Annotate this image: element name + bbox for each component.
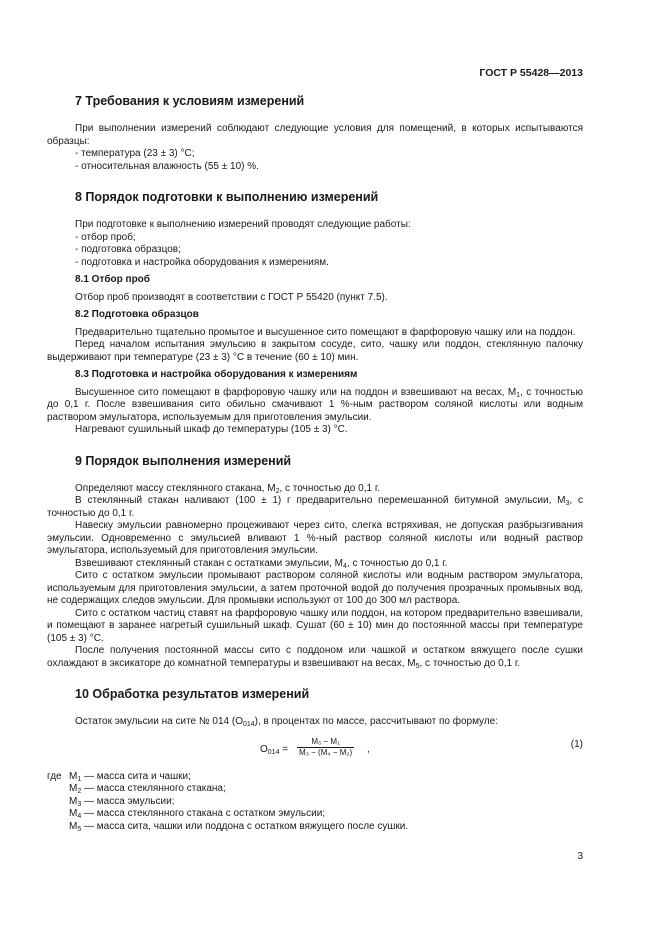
subscript: 3 xyxy=(77,800,82,808)
document-code-header: ГОСТ Р 55428—2013 xyxy=(479,67,583,79)
definition-symbol: М xyxy=(69,808,78,819)
section-9-text-6: Сито с остатком частиц ставят на фарфоровую чашку или поддон, на котором предварительно взвешивали, и помещают в заранее нагретый сушильный шкаф. Сушат (60 ± 10) мин до постоянной массы при температуре (105 ± 3) °С. xyxy=(47,607,583,644)
where-label: где xyxy=(47,770,62,782)
definition-symbol: М xyxy=(69,783,78,794)
definition-text xyxy=(69,783,226,796)
definition-symbol: М xyxy=(69,770,78,782)
section-8-intro: При подготовке к выполнению измерений проводят следующие работы: xyxy=(75,219,411,230)
list-item: - температура (23 ± 3) °С; xyxy=(75,148,195,159)
subsection-8-3-text-2: Нагревают сушильный шкаф до температуры (105 ± 3) °С. xyxy=(75,424,348,435)
definition-row xyxy=(47,821,583,834)
text-run: Определяют массу стеклянного стакана, М xyxy=(75,482,276,494)
subsection-8-1-title: 8.1 Отбор проб xyxy=(75,274,150,285)
formula-comma: , xyxy=(367,743,370,755)
section-9-text-2 xyxy=(47,495,583,520)
definition-symbol: М xyxy=(69,795,78,807)
text-run: Остаток эмульсии на сите № 014 (О xyxy=(75,716,243,727)
page-number: 3 xyxy=(577,851,583,862)
text-run: , с точностью до 0,1 г. xyxy=(47,495,583,519)
subscript: 1 xyxy=(516,391,521,399)
formula-fraction xyxy=(297,737,354,758)
subsection-8-2-text-2: Перед началом испытания эмульсию в закрытом сосуде, сито, чашку или поддон, стеклянную палочку выдерживают при температуре (23 ± 3) °С в течение (60 ± 10) мин. xyxy=(47,339,583,363)
text-run: Высушенное сито помещают в фарфоровую чашку или на поддон и взвешивают на весах, М xyxy=(75,386,517,398)
formula-numerator: М₅ − М₁ xyxy=(297,737,354,748)
subscript: 5 xyxy=(415,662,420,670)
subscript: 014 xyxy=(267,748,280,756)
list-item: - подготовка и настройка оборудования к измерениям. xyxy=(75,256,329,268)
subscript: 1 xyxy=(77,775,82,783)
section-7-list xyxy=(47,148,583,173)
formula-lhs xyxy=(260,744,288,757)
page-content xyxy=(47,94,583,833)
subsection-8-1-text: Отбор проб производят в соответствии с ГОСТ Р 55420 (пункт 7.5). xyxy=(75,291,388,303)
formula-symbol: О xyxy=(260,743,268,755)
section-9-text-5: Сито с остатком эмульсии промывают раствором соляной кислоты или водным раствором эмульгатора, используемым для приготовления эмульсии, а затем проточной водой до получения прозрачных промывных вод, не содержащих следов эмульсии. Для промывки используют от 100 до 300 мл раствора. xyxy=(47,570,583,606)
definition-body: — масса стеклянного стакана; xyxy=(81,783,226,794)
definition-row xyxy=(47,783,583,796)
subsection-8-2-text-1: Предварительно тщательно промытое и высушенное сито помещают в фарфоровую чашку или на поддон. xyxy=(75,326,576,338)
text-run: После получения постоянной массы сито с поддоном или чашкой и остатком вяжущего после сушки охлаждают в эксикаторе до комнатной температуры и взвешивают на весах, М xyxy=(47,645,583,669)
text-run: , с точностью до 0,1 г. После взвешивания сито обильно смачивают 1 %-ным раствором соляной кислоты или водным раствором эмульгатора, используемым для приготовления эмульсии. xyxy=(47,386,583,423)
text-run: ), в процентах по массе, рассчитывают по формуле: xyxy=(254,716,499,727)
subscript: 4 xyxy=(77,813,82,820)
section-10-intro xyxy=(47,716,583,729)
section-10-title: 10 Обработка результатов измерений xyxy=(75,687,310,701)
section-9-text-1 xyxy=(47,483,583,496)
subsection-8-2-title: 8.2 Подготовка образцов xyxy=(75,309,199,320)
list-item: - подготовка образцов; xyxy=(75,244,181,255)
definition-row xyxy=(47,796,583,809)
definition-body: — масса эмульсии; xyxy=(81,795,175,807)
text-run: , с точностью до 0,1 г. xyxy=(346,557,448,569)
definition-text xyxy=(69,808,325,821)
subscript: 5 xyxy=(77,825,82,833)
definition-row xyxy=(47,771,583,784)
text-run: В стеклянный стакан наливают (100 ± 1) г предварительно перемешанной битумной эмульсии, М xyxy=(75,495,566,506)
definition-text xyxy=(69,796,174,809)
definition-text xyxy=(69,821,408,834)
section-9-text-7 xyxy=(47,645,583,670)
subscript: 2 xyxy=(275,487,280,495)
definition-text xyxy=(69,771,191,784)
subscript: 014 xyxy=(242,721,255,728)
section-9-text-4 xyxy=(47,558,583,571)
formula-number: (1) xyxy=(570,738,583,750)
section-7-intro: При выполнении измерений соблюдают следующие условия для помещений, в которых испытываются образцы: xyxy=(47,123,583,147)
formula-1 xyxy=(47,735,583,765)
list-item: - относительная влажность (55 ± 10) %. xyxy=(75,160,259,172)
definition-body: — масса сита, чашки или поддона с остатком вяжущего после сушки. xyxy=(81,820,409,832)
subscript: 3 xyxy=(565,500,570,507)
definition-body: — масса стеклянного стакана с остатком эмульсии; xyxy=(81,808,326,819)
text-run: , с точностью до 0,1 г. xyxy=(419,657,521,669)
subsection-8-3-text-1 xyxy=(47,387,583,425)
section-9-title: 9 Порядок выполнения измерений xyxy=(75,453,292,468)
subscript: 2 xyxy=(77,788,82,795)
subscript: 4 xyxy=(342,562,347,570)
text-run: Взвешивают стеклянный стакан с остатками эмульсии, М xyxy=(75,557,343,569)
subsection-8-3-title: 8.3 Подготовка и настройка оборудования к измерениям xyxy=(75,369,358,380)
variable-definitions xyxy=(47,771,583,834)
section-7-title: 7 Требования к условиям измерений xyxy=(75,94,305,108)
definition-body: — масса сита и чашки; xyxy=(81,770,191,782)
definition-symbol: М xyxy=(69,820,78,832)
list-item: - отбор проб; xyxy=(75,231,136,243)
section-8-title: 8 Порядок подготовки к выполнению измерений xyxy=(75,190,379,204)
definition-row xyxy=(47,808,583,821)
section-9-text-3: Навеску эмульсии равномерно процеживают через сито, слегка встряхивая, не допуская разбрызгивания эмульсии. Одновременно с эмульсией вливают 1 %-ный раствор соляной кислоты или водный раствор эмульгатора, используемый для приготовления эмульсии. xyxy=(47,520,583,556)
formula-equals: = xyxy=(279,743,289,755)
section-8-list xyxy=(47,232,583,270)
text-run: , с точностью до 0,1 г. xyxy=(279,482,381,494)
formula-denominator: М₃ − (М₄ − М₂) xyxy=(299,747,353,757)
